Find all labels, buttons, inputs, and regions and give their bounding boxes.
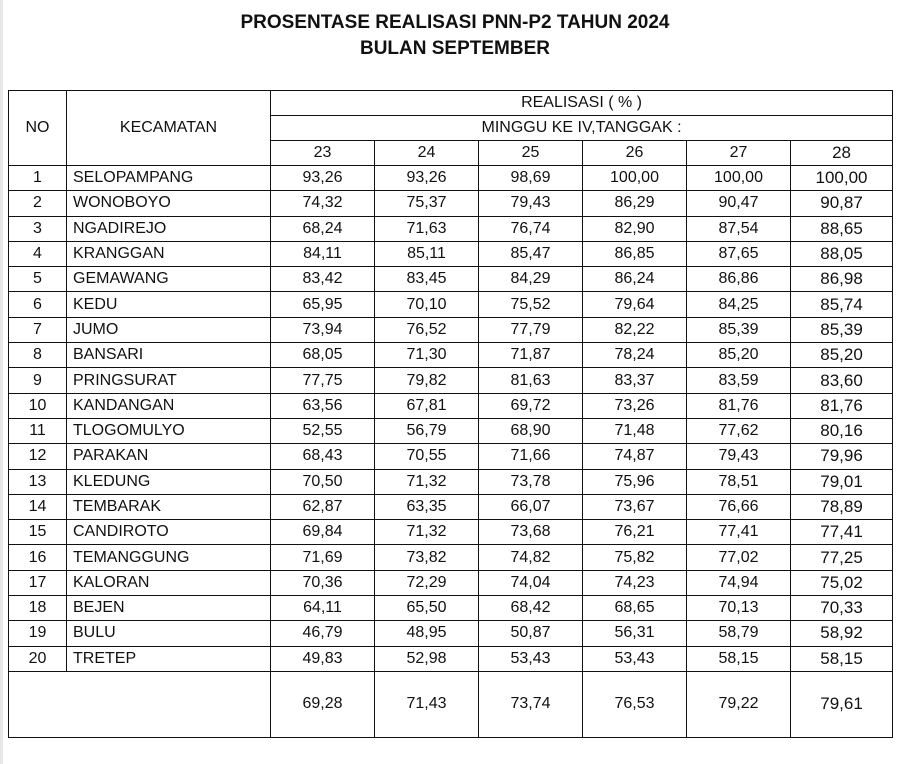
total-label-cell xyxy=(9,671,271,737)
row-value: 74,32 xyxy=(271,191,375,216)
table-row xyxy=(9,317,893,342)
row-kecamatan: BULU xyxy=(67,621,271,646)
row-value: 73,67 xyxy=(583,494,687,519)
row-value: 71,87 xyxy=(479,343,583,368)
table-row xyxy=(9,292,893,317)
row-value: 77,75 xyxy=(271,368,375,393)
total-value: 69,28 xyxy=(271,671,375,737)
row-value: 75,37 xyxy=(375,191,479,216)
row-value: 85,74 xyxy=(791,292,893,317)
row-value: 81,76 xyxy=(687,393,791,418)
row-value: 73,82 xyxy=(375,545,479,570)
row-value: 70,10 xyxy=(375,292,479,317)
row-value: 58,92 xyxy=(791,621,893,646)
row-value: 76,21 xyxy=(583,520,687,545)
header-kecamatan: KECAMATAN xyxy=(67,91,271,166)
row-value: 80,16 xyxy=(791,418,893,443)
row-no: 10 xyxy=(9,393,67,418)
row-value: 90,87 xyxy=(791,191,893,216)
header-realisasi: REALISASI ( % ) xyxy=(271,91,893,116)
row-no: 3 xyxy=(9,216,67,241)
row-value: 77,02 xyxy=(687,545,791,570)
total-row xyxy=(9,671,893,737)
row-value: 79,64 xyxy=(583,292,687,317)
header-date: 27 xyxy=(687,141,791,166)
row-value: 73,68 xyxy=(479,520,583,545)
row-value: 83,37 xyxy=(583,368,687,393)
row-value: 71,32 xyxy=(375,469,479,494)
table-row xyxy=(9,267,893,292)
row-value: 77,25 xyxy=(791,545,893,570)
total-value: 73,74 xyxy=(479,671,583,737)
row-value: 83,45 xyxy=(375,267,479,292)
row-value: 53,43 xyxy=(479,646,583,671)
row-value: 77,41 xyxy=(687,520,791,545)
header-date: 25 xyxy=(479,141,583,166)
row-value: 75,96 xyxy=(583,469,687,494)
total-value: 71,43 xyxy=(375,671,479,737)
row-no: 9 xyxy=(9,368,67,393)
row-value: 72,29 xyxy=(375,570,479,595)
row-no: 16 xyxy=(9,545,67,570)
row-value: 79,96 xyxy=(791,444,893,469)
row-kecamatan: JUMO xyxy=(67,317,271,342)
row-value: 85,39 xyxy=(791,317,893,342)
row-no: 4 xyxy=(9,241,67,266)
row-value: 74,82 xyxy=(479,545,583,570)
row-value: 86,85 xyxy=(583,241,687,266)
row-value: 78,24 xyxy=(583,343,687,368)
table-row xyxy=(9,166,893,191)
table-row xyxy=(9,621,893,646)
row-value: 76,52 xyxy=(375,317,479,342)
row-value: 70,36 xyxy=(271,570,375,595)
row-no: 17 xyxy=(9,570,67,595)
table-row xyxy=(9,368,893,393)
row-value: 83,60 xyxy=(791,368,893,393)
row-value: 70,50 xyxy=(271,469,375,494)
row-kecamatan: TEMBARAK xyxy=(67,494,271,519)
row-value: 98,69 xyxy=(479,166,583,191)
row-value: 71,30 xyxy=(375,343,479,368)
row-value: 52,55 xyxy=(271,418,375,443)
row-value: 69,84 xyxy=(271,520,375,545)
row-value: 68,24 xyxy=(271,216,375,241)
row-value: 68,42 xyxy=(479,596,583,621)
row-value: 79,82 xyxy=(375,368,479,393)
row-kecamatan: SELOPAMPANG xyxy=(67,166,271,191)
row-no: 8 xyxy=(9,343,67,368)
row-value: 68,90 xyxy=(479,418,583,443)
table-row xyxy=(9,444,893,469)
table-row xyxy=(9,393,893,418)
header-date: 24 xyxy=(375,141,479,166)
row-value: 71,63 xyxy=(375,216,479,241)
row-no: 20 xyxy=(9,646,67,671)
row-value: 81,63 xyxy=(479,368,583,393)
row-value: 100,00 xyxy=(583,166,687,191)
row-value: 77,41 xyxy=(791,520,893,545)
row-value: 74,87 xyxy=(583,444,687,469)
row-value: 77,79 xyxy=(479,317,583,342)
table-row xyxy=(9,216,893,241)
row-value: 88,05 xyxy=(791,241,893,266)
row-value: 52,98 xyxy=(375,646,479,671)
table-row xyxy=(9,596,893,621)
table-row xyxy=(9,646,893,671)
row-value: 56,31 xyxy=(583,621,687,646)
row-value: 48,95 xyxy=(375,621,479,646)
row-value: 85,47 xyxy=(479,241,583,266)
row-value: 84,11 xyxy=(271,241,375,266)
row-value: 53,43 xyxy=(583,646,687,671)
row-kecamatan: KRANGGAN xyxy=(67,241,271,266)
total-value: 79,22 xyxy=(687,671,791,737)
table-body xyxy=(9,166,893,738)
row-value: 70,13 xyxy=(687,596,791,621)
row-value: 75,02 xyxy=(791,570,893,595)
realization-table xyxy=(8,90,893,738)
row-value: 74,23 xyxy=(583,570,687,595)
row-value: 84,25 xyxy=(687,292,791,317)
table-row xyxy=(9,570,893,595)
table-row xyxy=(9,343,893,368)
row-value: 58,15 xyxy=(687,646,791,671)
row-value: 71,48 xyxy=(583,418,687,443)
row-value: 69,72 xyxy=(479,393,583,418)
row-value: 76,66 xyxy=(687,494,791,519)
row-value: 82,22 xyxy=(583,317,687,342)
row-no: 1 xyxy=(9,166,67,191)
row-kecamatan: KALORAN xyxy=(67,570,271,595)
row-value: 75,82 xyxy=(583,545,687,570)
row-value: 85,39 xyxy=(687,317,791,342)
row-value: 77,62 xyxy=(687,418,791,443)
row-value: 63,56 xyxy=(271,393,375,418)
row-value: 78,51 xyxy=(687,469,791,494)
row-value: 68,05 xyxy=(271,343,375,368)
row-value: 68,65 xyxy=(583,596,687,621)
header-minggu: MINGGU KE IV,TANGGAK : xyxy=(271,116,893,141)
table-row xyxy=(9,545,893,570)
row-value: 74,94 xyxy=(687,570,791,595)
row-kecamatan: NGADIREJO xyxy=(67,216,271,241)
row-no: 13 xyxy=(9,469,67,494)
table-row xyxy=(9,241,893,266)
row-value: 79,43 xyxy=(687,444,791,469)
row-no: 19 xyxy=(9,621,67,646)
row-kecamatan: BANSARI xyxy=(67,343,271,368)
row-value: 81,76 xyxy=(791,393,893,418)
row-kecamatan: BEJEN xyxy=(67,596,271,621)
row-value: 79,01 xyxy=(791,469,893,494)
row-value: 85,11 xyxy=(375,241,479,266)
row-value: 79,43 xyxy=(479,191,583,216)
row-value: 65,95 xyxy=(271,292,375,317)
row-value: 65,50 xyxy=(375,596,479,621)
title-line-2: BULAN SEPTEMBER xyxy=(359,38,550,59)
page-edge xyxy=(0,0,3,764)
row-value: 71,32 xyxy=(375,520,479,545)
row-no: 11 xyxy=(9,418,67,443)
row-value: 74,04 xyxy=(479,570,583,595)
row-kecamatan: TRETEP xyxy=(67,646,271,671)
header-date: 23 xyxy=(271,141,375,166)
table-row xyxy=(9,494,893,519)
row-value: 82,90 xyxy=(583,216,687,241)
row-value: 87,54 xyxy=(687,216,791,241)
row-no: 2 xyxy=(9,191,67,216)
row-kecamatan: KLEDUNG xyxy=(67,469,271,494)
row-value: 76,74 xyxy=(479,216,583,241)
row-no: 6 xyxy=(9,292,67,317)
row-kecamatan: KANDANGAN xyxy=(67,393,271,418)
row-value: 86,24 xyxy=(583,267,687,292)
row-value: 70,33 xyxy=(791,596,893,621)
row-value: 73,78 xyxy=(479,469,583,494)
row-no: 12 xyxy=(9,444,67,469)
title-line-1: PROSENTASE REALISASI PNN-P2 TAHUN 2024 xyxy=(240,12,670,33)
row-kecamatan: GEMAWANG xyxy=(67,267,271,292)
row-value: 62,87 xyxy=(271,494,375,519)
row-value: 70,55 xyxy=(375,444,479,469)
row-value: 100,00 xyxy=(791,166,893,191)
row-no: 5 xyxy=(9,267,67,292)
row-value: 88,65 xyxy=(791,216,893,241)
total-value: 76,53 xyxy=(583,671,687,737)
header-date: 26 xyxy=(583,141,687,166)
row-value: 85,20 xyxy=(687,343,791,368)
row-value: 73,94 xyxy=(271,317,375,342)
row-value: 90,47 xyxy=(687,191,791,216)
row-value: 67,81 xyxy=(375,393,479,418)
row-value: 93,26 xyxy=(375,166,479,191)
header-no: NO xyxy=(9,91,67,166)
row-kecamatan: TLOGOMULYO xyxy=(67,418,271,443)
table-row xyxy=(9,191,893,216)
row-value: 83,59 xyxy=(687,368,791,393)
row-value: 66,07 xyxy=(479,494,583,519)
row-value: 49,83 xyxy=(271,646,375,671)
row-value: 46,79 xyxy=(271,621,375,646)
report-title xyxy=(0,10,900,62)
row-value: 58,79 xyxy=(687,621,791,646)
row-value: 50,87 xyxy=(479,621,583,646)
row-kecamatan: WONOBOYO xyxy=(67,191,271,216)
row-value: 75,52 xyxy=(479,292,583,317)
row-value: 93,26 xyxy=(271,166,375,191)
row-value: 85,20 xyxy=(791,343,893,368)
row-value: 83,42 xyxy=(271,267,375,292)
row-no: 7 xyxy=(9,317,67,342)
row-value: 71,66 xyxy=(479,444,583,469)
row-kecamatan: PARAKAN xyxy=(67,444,271,469)
row-no: 15 xyxy=(9,520,67,545)
row-no: 18 xyxy=(9,596,67,621)
row-value: 86,98 xyxy=(791,267,893,292)
total-value: 79,61 xyxy=(791,671,893,737)
row-value: 87,65 xyxy=(687,241,791,266)
row-value: 100,00 xyxy=(687,166,791,191)
row-value: 68,43 xyxy=(271,444,375,469)
row-value: 64,11 xyxy=(271,596,375,621)
row-value: 58,15 xyxy=(791,646,893,671)
table-row xyxy=(9,520,893,545)
row-value: 86,86 xyxy=(687,267,791,292)
row-value: 78,89 xyxy=(791,494,893,519)
row-no: 14 xyxy=(9,494,67,519)
row-kecamatan: KEDU xyxy=(67,292,271,317)
row-value: 56,79 xyxy=(375,418,479,443)
table-row xyxy=(9,418,893,443)
row-kecamatan: TEMANGGUNG xyxy=(67,545,271,570)
table-row xyxy=(9,469,893,494)
row-value: 84,29 xyxy=(479,267,583,292)
row-value: 63,35 xyxy=(375,494,479,519)
header-date: 28 xyxy=(791,141,893,166)
row-value: 86,29 xyxy=(583,191,687,216)
row-value: 73,26 xyxy=(583,393,687,418)
row-kecamatan: CANDIROTO xyxy=(67,520,271,545)
row-value: 71,69 xyxy=(271,545,375,570)
row-kecamatan: PRINGSURAT xyxy=(67,368,271,393)
